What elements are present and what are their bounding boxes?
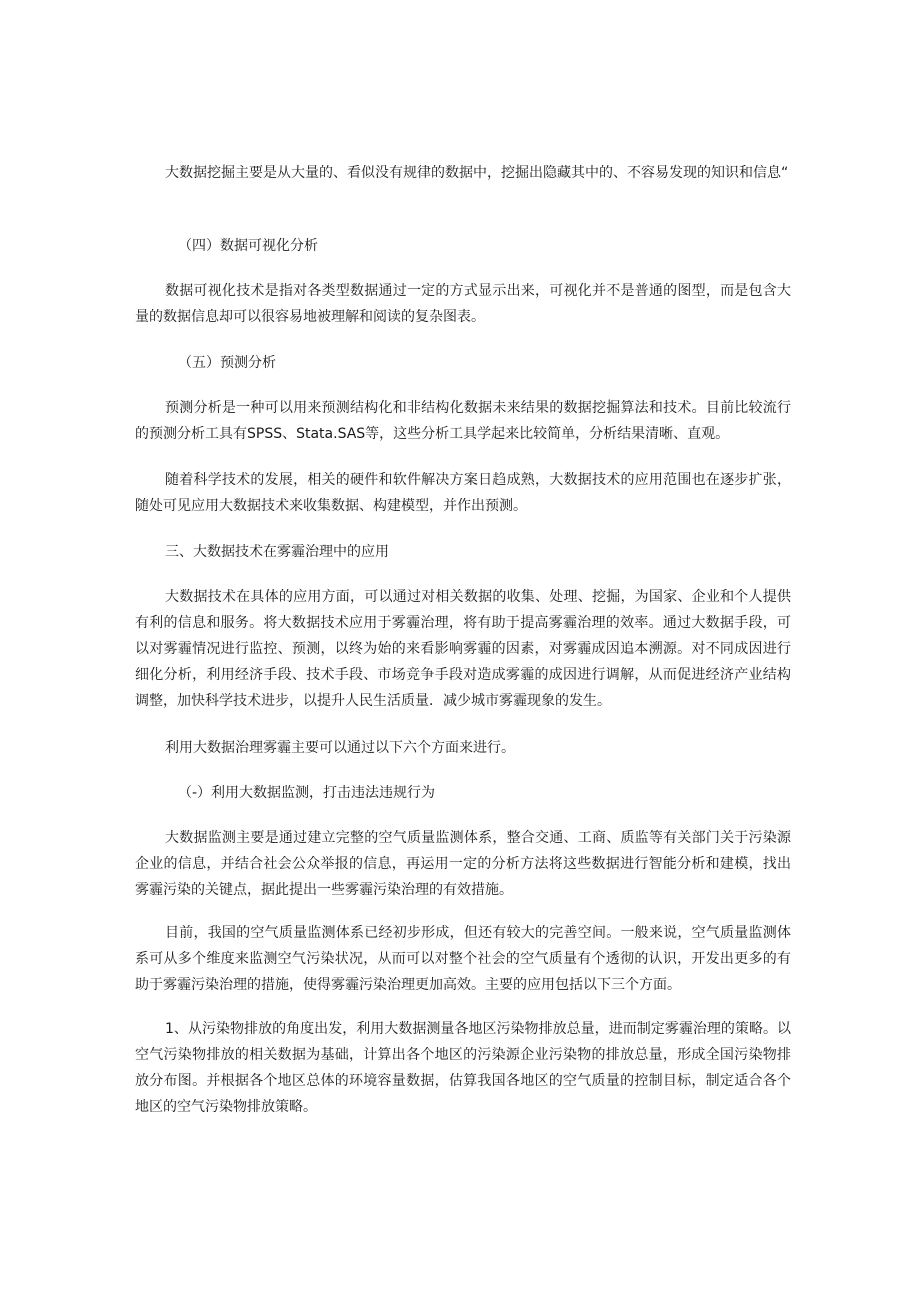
paragraph-six-aspects: 利用大数据治理雾霾主要可以通过以下六个方面来进行。 xyxy=(165,740,515,756)
heading-data-visualization: （四）数据可视化分析 xyxy=(178,238,318,254)
section-heading-haze-application: 三、大数据技术在雾霾治理中的应用 xyxy=(165,544,389,560)
paragraph-predictive-analysis: 预测分析是一种可以用来预测结构化和非结构化数据未来结果的数据挖掘算法和技术。目前比较流行的预测分析工具有SPSS、Stata.SAS等，这些分析工具学起来比较简单，分析结果清晰、直观。 xyxy=(135,400,791,442)
paragraph-tech-development: 随着科学技术的发展，相关的硬件和软件解决方案日趋成熟，大数据技术的应用范围也在逐步扩张，随处可见应用大数据技术来收集数据、构建模型，并作出预测。 xyxy=(135,472,791,514)
paragraph-application-overview: 大数据技术在具体的应用方面，可以通过对相关数据的收集、处理、挖掘，为国家、企业和个人提供有利的信息和服务。将大数据技术应用于雾霾治理，将有助于提高雾霾治理的效率。通过大数据手段，可以对雾霾情况进行监控、预测，以终为始的来看影响雾霾的因素，对雾霾成因追本溯源。对不同成因进行细化分析，利用经济手段、技术手段、市场竞争手段对造成雾霾的成因进行调解，从而促进经济产业结构调整，加快科学技术进步，以提升人民生活质量．减少城市雾霾现象的发生。 xyxy=(135,589,791,709)
paragraph-data-visualization: 数据可视化技术是指对各类型数据通过一定的方式显示出来，可视化并不是普通的图型，而是包含大量的数据信息却可以很容易地被理解和阅读的复杂图表。 xyxy=(135,283,791,325)
paragraph-monitoring: 大数据监测主要是通过建立完整的空气质量监测体系，整合交通、工商、质监等有关部门关于污染源企业的信息，并结合社会公众举报的信息，再运用一定的分析方法将这些数据进行智能分析和建模，找出雾霾污染的关键点，据此提出一些雾霾污染治理的有效措施。 xyxy=(135,830,791,898)
heading-monitoring: （-）利用大数据监测，打击违法违规行为 xyxy=(178,785,436,801)
paragraph-data-mining: 大数据挖掘主要是从大量的、看似没有规律的数据中，挖掘出隐藏其中的、不容易发现的知识和信息“ xyxy=(165,165,789,181)
heading-predictive-analysis: （五）预测分析 xyxy=(178,355,276,371)
paragraph-monitoring-system: 目前，我国的空气质量监测体系已经初步形成，但还有较大的完善空间。一般来说，空气质量监测体系可从多个维度来监测空气污染状况，从而可以对整个社会的空气质量有个透彻的认识，开发出更多的有助于雾霾污染治理的措施，使得雾霾污染治理更加高效。主要的应用包括以下三个方面。 xyxy=(135,925,791,993)
paragraph-emission-strategy: 1、从污染物排放的角度出发，利用大数据测量各地区污染物排放总量，进而制定雾霾治理的策略。以空气污染物排放的相关数据为基础，计算出各个地区的污染源企业污染物的排放总量，形成全国污染物排放分布图。并根据各个地区总体的环境容量数据，估算我国各地区的空气质量的控制目标，制定适合各个地区的空气污染物排放策略。 xyxy=(135,1021,791,1115)
